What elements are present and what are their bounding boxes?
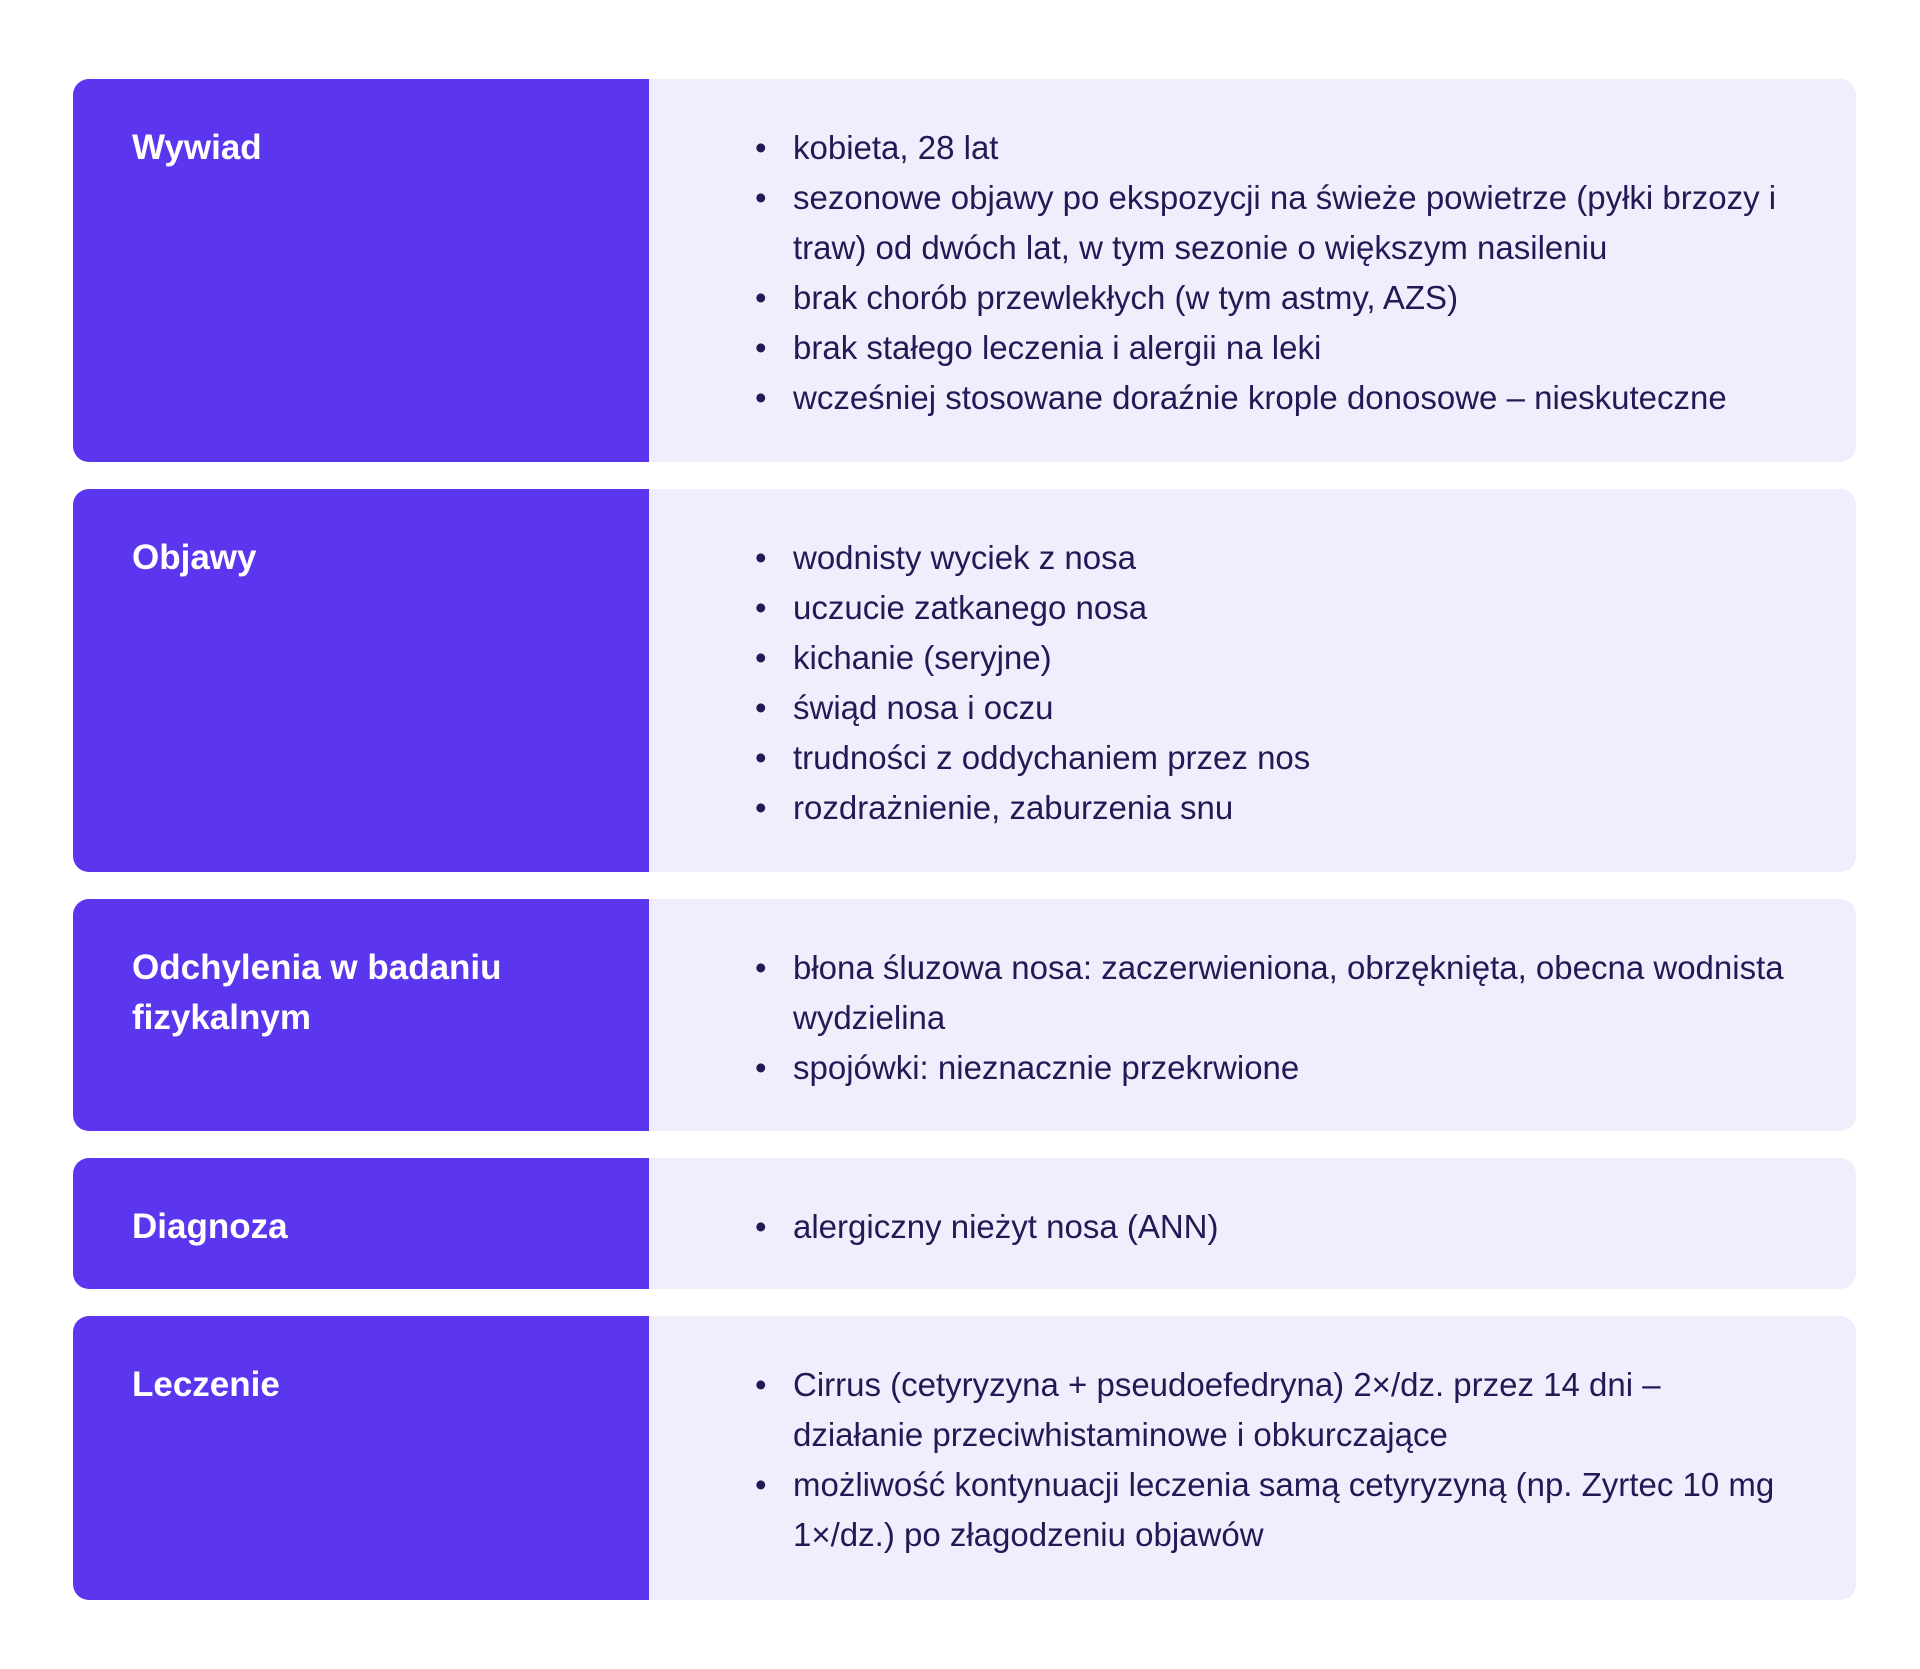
bullet-list	[755, 533, 1796, 833]
bullet-icon: •	[755, 789, 767, 826]
list-item	[755, 373, 1796, 423]
list-item	[755, 173, 1796, 273]
row-wywiad	[73, 79, 1856, 462]
list-item	[755, 783, 1796, 833]
bullet-icon: •	[755, 1366, 767, 1403]
list-item	[755, 1360, 1796, 1460]
row-label: Diagnoza	[132, 1207, 288, 1246]
list-item-text: błona śluzowa nosa: zaczerwieniona, obrzęknięta, obecna wodnista wydzielina	[793, 949, 1784, 1036]
bullet-list	[755, 1360, 1796, 1560]
bullet-icon: •	[755, 329, 767, 366]
bullet-icon: •	[755, 1208, 767, 1245]
row-label-cell	[73, 489, 649, 872]
list-item-text: możliwość kontynuacji leczenia samą cetyryzyną (np. Zyrtec 10 mg 1×/dz.) po złagodzeniu objawów	[793, 1466, 1775, 1553]
list-item-text: brak stałego leczenia i alergii na leki	[793, 329, 1322, 366]
list-item-text: wodnisty wyciek z nosa	[793, 539, 1136, 576]
list-item-text: Cirrus (cetyryzyna + pseudoefedryna) 2×/dz. przez 14 dni – działanie przeciwhistaminowe i obkurczające	[793, 1366, 1661, 1453]
bullet-icon: •	[755, 129, 767, 166]
row-label: Wywiad	[132, 128, 262, 167]
list-item-text: uczucie zatkanego nosa	[793, 589, 1148, 626]
list-item-text: alergiczny nieżyt nosa (ANN)	[793, 1208, 1219, 1245]
row-label-cell	[73, 1316, 649, 1600]
bullet-icon: •	[755, 539, 767, 576]
list-item-text: spojówki: nieznacznie przekrwione	[793, 1049, 1300, 1086]
list-item-text: brak chorób przewlekłych (w tym astmy, AZS)	[793, 279, 1459, 316]
row-label: Leczenie	[132, 1365, 280, 1404]
row-leczenie	[73, 1316, 1856, 1600]
row-objawy	[73, 489, 1856, 872]
list-item-text: kichanie (seryjne)	[793, 639, 1052, 676]
list-item	[755, 943, 1796, 1043]
bullet-icon: •	[755, 689, 767, 726]
bullet-icon: •	[755, 179, 767, 216]
list-item-text: sezonowe objawy po ekspozycji na świeże powietrze (pyłki brzozy i traw) od dwóch lat, w tym sezonie o większym nasileniu	[793, 179, 1777, 266]
list-item	[755, 123, 1796, 173]
list-item-text: rozdrażnienie, zaburzenia snu	[793, 789, 1234, 826]
row-content-cell	[649, 1316, 1856, 1600]
bullet-icon: •	[755, 589, 767, 626]
bullet-icon: •	[755, 1049, 767, 1086]
list-item	[755, 733, 1796, 783]
row-label-cell	[73, 899, 649, 1131]
list-item	[755, 1043, 1796, 1093]
bullet-list	[755, 943, 1796, 1093]
list-item	[755, 633, 1796, 683]
list-item	[755, 1202, 1796, 1252]
list-item	[755, 683, 1796, 733]
list-item-text: świąd nosa i oczu	[793, 689, 1054, 726]
bullet-icon: •	[755, 739, 767, 776]
row-content-cell	[649, 489, 1856, 872]
bullet-icon: •	[755, 279, 767, 316]
row-label: Odchylenia w badaniu fizykalnym	[132, 948, 502, 1037]
row-label-cell	[73, 1158, 649, 1289]
bullet-icon: •	[755, 639, 767, 676]
list-item	[755, 583, 1796, 633]
row-content-cell	[649, 899, 1856, 1131]
bullet-icon: •	[755, 1466, 767, 1503]
list-item	[755, 533, 1796, 583]
row-odchylenia	[73, 899, 1856, 1131]
list-item-text: trudności z oddychaniem przez nos	[793, 739, 1311, 776]
list-item-text: wcześniej stosowane doraźnie krople donosowe – nieskuteczne	[793, 379, 1727, 416]
row-content-cell	[649, 79, 1856, 462]
list-item-text: kobieta, 28 lat	[793, 129, 999, 166]
list-item	[755, 273, 1796, 323]
bullet-list	[755, 123, 1796, 423]
list-item	[755, 1460, 1796, 1560]
row-label: Objawy	[132, 538, 257, 577]
case-summary-table	[73, 79, 1856, 1627]
row-diagnoza	[73, 1158, 1856, 1289]
row-content-cell	[649, 1158, 1856, 1289]
row-label-cell	[73, 79, 649, 462]
list-item	[755, 323, 1796, 373]
bullet-list	[755, 1202, 1796, 1252]
bullet-icon: •	[755, 949, 767, 986]
bullet-icon: •	[755, 379, 767, 416]
